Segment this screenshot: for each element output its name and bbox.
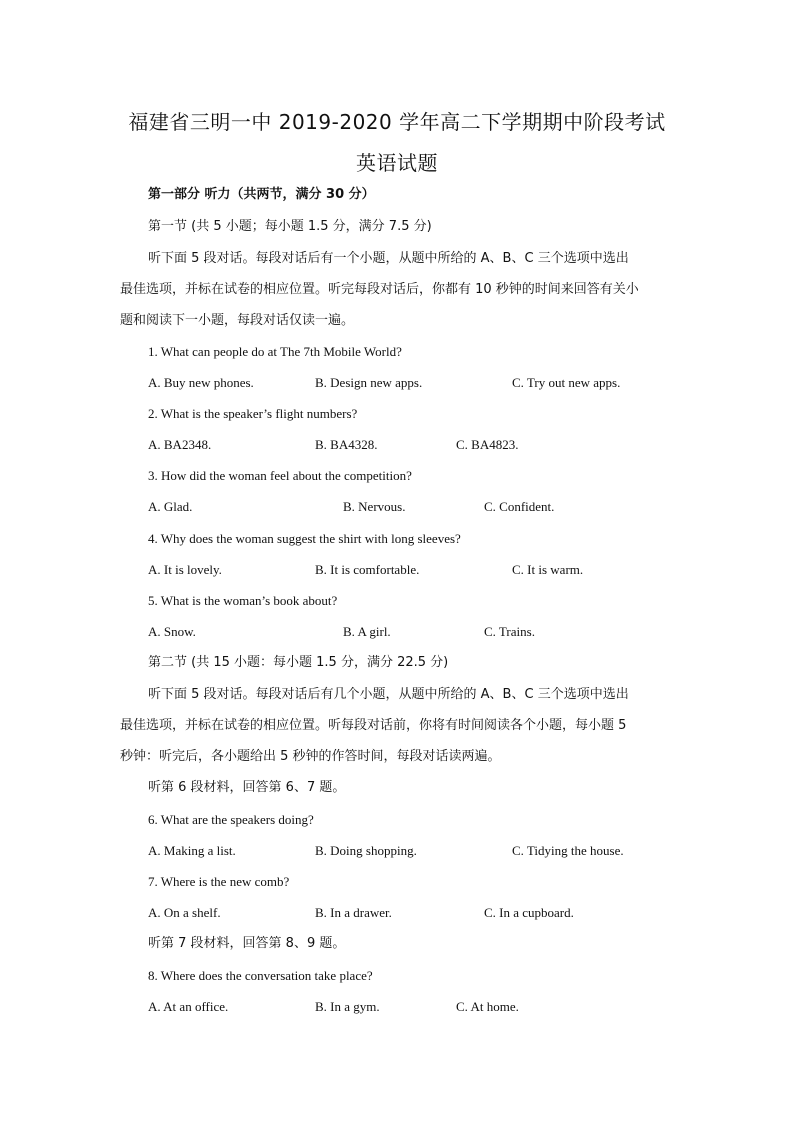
question-4: 4. Why does the woman suggest the shirt with long sleeves? [148, 531, 461, 546]
question-8: 8. Where does the conversation take place? [148, 968, 373, 983]
section1-instructions-line2: 最佳选项，并标在试卷的相应位置。听完每段对话后，你都有 10 秒钟的时间来回答有关小 [120, 282, 639, 297]
question-3: 3. How did the woman feel about the competition? [148, 468, 412, 483]
question-1-option-a: A. Buy new phones. [148, 375, 254, 390]
question-6-option-c: C. Tidying the house. [512, 843, 624, 858]
question-2: 2. What is the speaker’s flight numbers? [148, 406, 358, 421]
section1-instructions-line1: 听下面 5 段对话。每段对话后有一个小题，从题中所给的 A、B、C 三个选项中选出 [148, 251, 629, 266]
question-2-option-b: B. BA4328. [315, 437, 378, 452]
section2-instructions-line2: 最佳选项，并标在试卷的相应位置。听每段对话前，你将有时间阅读各个小题，每小题 5 [120, 718, 627, 733]
exam-title: 福建省三明一中 2019-2020 学年高二下学期期中阶段考试 [128, 110, 666, 134]
section2-heading: 第二节 (共 15 小题：每小题 1.5 分，满分 22.5 分) [148, 655, 449, 670]
question-8-option-c: C. At home. [456, 999, 519, 1014]
question-4-option-a: A. It is lovely. [148, 562, 222, 577]
question-6-option-a: A. Making a list. [148, 843, 236, 858]
question-2-option-a: A. BA2348. [148, 437, 212, 452]
section1-heading: 第一节 (共 5 小题；每小题 1.5 分，满分 7.5 分) [148, 219, 432, 234]
question-1-option-b: B. Design new apps. [315, 375, 423, 390]
question-4-option-c: C. It is warm. [512, 562, 584, 577]
question-3-option-b: B. Nervous. [343, 499, 406, 514]
section2-instructions-line3: 秒钟：听完后，各小题给出 5 秒钟的作答时间，每段对话读两遍。 [120, 749, 501, 764]
question-8-option-a: A. At an office. [148, 999, 229, 1014]
question-1: 1. What can people do at The 7th Mobile World? [148, 344, 402, 359]
question-6-option-b: B. Doing shopping. [315, 843, 417, 858]
question-5-option-a: A. Snow. [148, 624, 196, 639]
exam-subtitle: 英语试题 [356, 151, 438, 175]
question-8-option-b: B. In a gym. [315, 999, 380, 1014]
material-7-instruction: 听第 7 段材料，回答第 8、9 题。 [148, 936, 346, 951]
question-5: 5. What is the woman’s book about? [148, 593, 338, 608]
question-5-option-c: C. Trains. [484, 624, 535, 639]
question-7-option-a: A. On a shelf. [148, 905, 221, 920]
material-6-instruction: 听第 6 段材料，回答第 6、7 题。 [148, 780, 346, 795]
section1-instructions-line3: 题和阅读下一小题，每段对话仅读一遍。 [120, 313, 355, 328]
question-2-option-c: C. BA4823. [456, 437, 519, 452]
question-5-option-b: B. A girl. [343, 624, 391, 639]
question-3-option-c: C. Confident. [484, 499, 555, 514]
question-7: 7. Where is the new comb? [148, 874, 290, 889]
part1-heading: 第一部分 听力（共两节，满分 30 分） [148, 187, 375, 202]
section2-instructions-line1: 听下面 5 段对话。每段对话后有几个小题，从题中所给的 A、B、C 三个选项中选出 [148, 687, 629, 702]
question-1-option-c: C. Try out new apps. [512, 375, 621, 390]
question-7-option-c: C. In a cupboard. [484, 905, 574, 920]
question-7-option-b: B. In a drawer. [315, 905, 392, 920]
question-3-option-a: A. Glad. [148, 499, 193, 514]
question-6: 6. What are the speakers doing? [148, 812, 314, 827]
question-4-option-b: B. It is comfortable. [315, 562, 420, 577]
